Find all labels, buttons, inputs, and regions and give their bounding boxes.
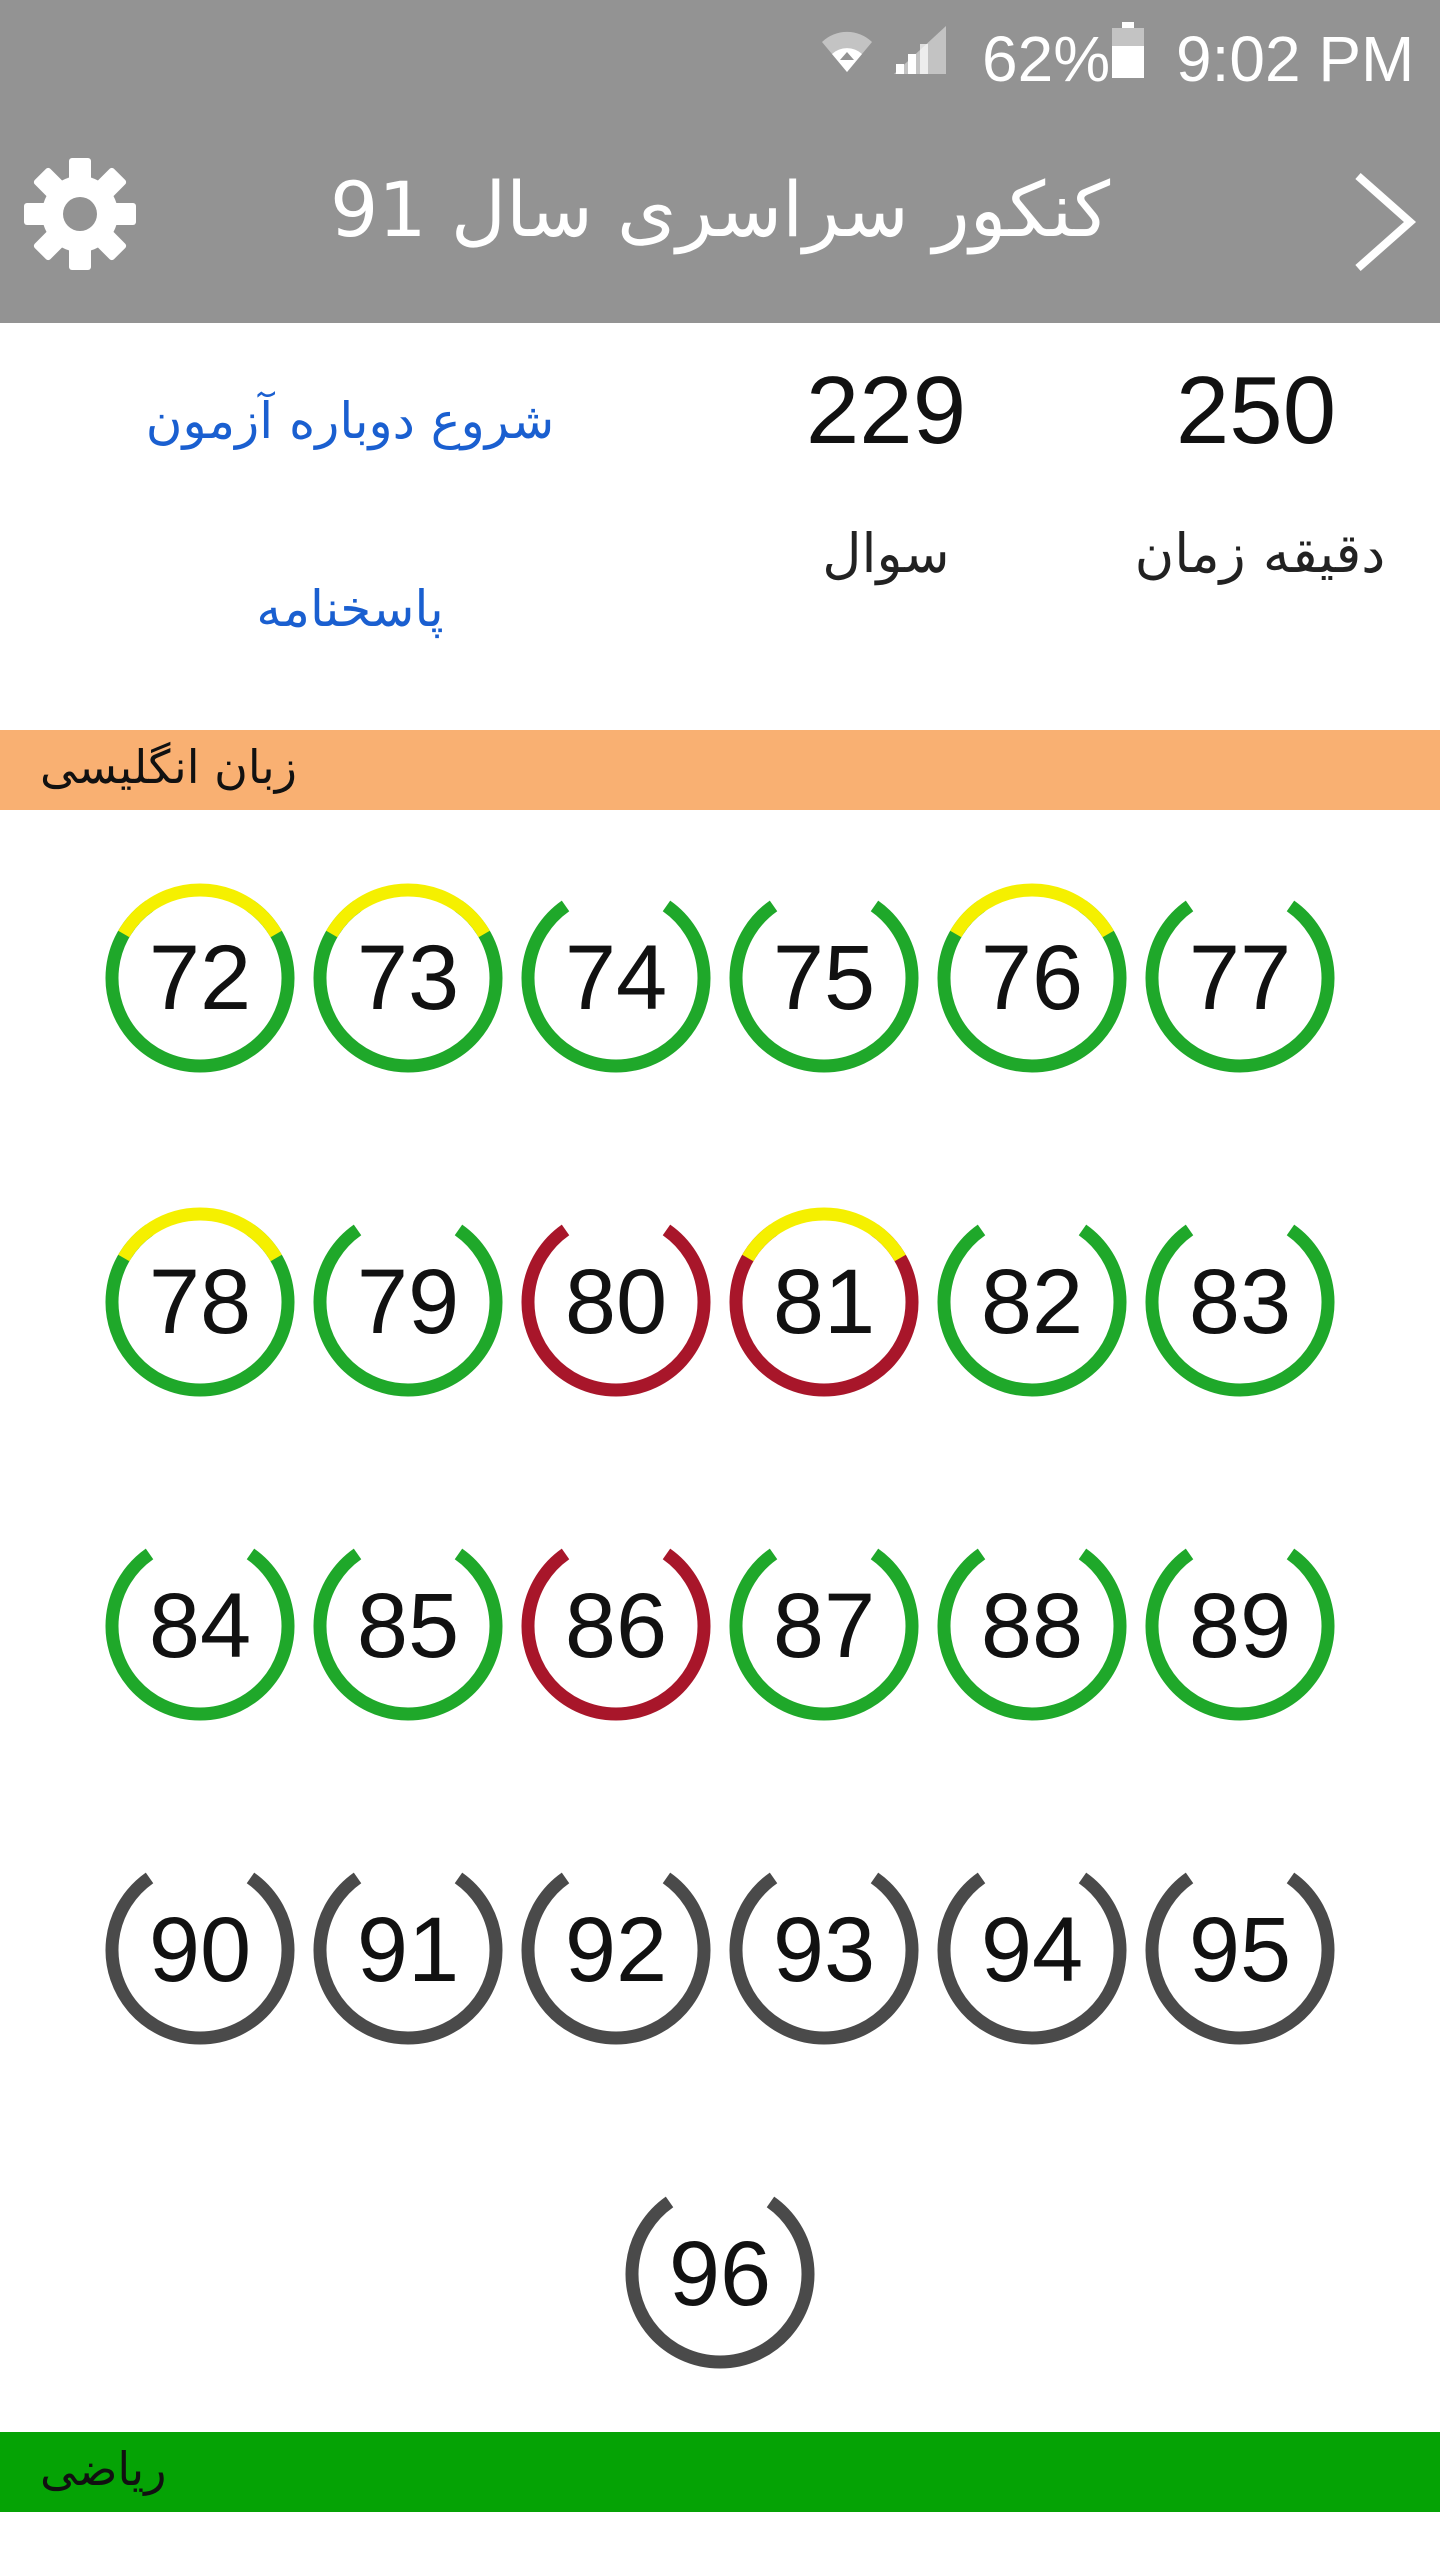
battery-percent: 62% (982, 23, 1111, 95)
question-item[interactable] (518, 1852, 714, 2048)
question-number: 81 (772, 1251, 876, 1353)
questions-label: سوال (822, 522, 950, 585)
question-number: 77 (1188, 927, 1292, 1029)
question-item[interactable] (726, 1852, 922, 2048)
question-item[interactable] (622, 2176, 818, 2372)
question-number: 74 (564, 927, 668, 1029)
section-title: ریاضی (40, 2442, 167, 2496)
question-item[interactable] (1142, 1528, 1338, 1724)
question-number: 79 (356, 1251, 460, 1353)
question-number: 76 (980, 927, 1084, 1029)
question-item[interactable] (102, 880, 298, 1076)
restart-exam-link[interactable]: شروع دوباره آزمون (145, 392, 555, 450)
question-item[interactable] (934, 1852, 1130, 2048)
time-value: 250 (1175, 357, 1337, 464)
question-item[interactable] (1142, 1852, 1338, 2048)
question-number: 92 (564, 1899, 668, 2001)
question-number: 93 (772, 1899, 876, 2001)
app-bar (0, 0, 1440, 323)
question-number: 82 (980, 1251, 1084, 1353)
question-item[interactable] (726, 1204, 922, 1400)
section-header-math[interactable] (0, 2432, 1440, 2512)
question-item[interactable] (934, 1204, 1130, 1400)
question-item[interactable] (518, 1528, 714, 1724)
question-item[interactable] (102, 1204, 298, 1400)
section-header-english (0, 730, 1440, 810)
question-item[interactable] (310, 1852, 506, 2048)
question-number: 94 (980, 1899, 1084, 2001)
time-label: دقیقه زمان (1134, 522, 1386, 585)
section-title: زبان انگلیسی (40, 740, 297, 794)
question-number: 80 (564, 1251, 668, 1353)
question-item[interactable] (1142, 880, 1338, 1076)
question-number: 91 (356, 1899, 460, 2001)
question-number: 87 (772, 1575, 876, 1677)
signal-icon (892, 24, 948, 76)
question-item[interactable] (934, 880, 1130, 1076)
question-item[interactable] (726, 880, 922, 1076)
page-title: کنکور سراسری سال 91 (329, 165, 1111, 254)
question-number: 95 (1188, 1899, 1292, 2001)
question-item[interactable] (518, 1204, 714, 1400)
question-item[interactable] (934, 1528, 1130, 1724)
chevron-right-icon[interactable] (1350, 170, 1420, 274)
wifi-icon (818, 20, 876, 78)
question-number: 75 (772, 927, 876, 1029)
question-item[interactable] (310, 880, 506, 1076)
question-item[interactable] (102, 1852, 298, 2048)
question-number: 90 (148, 1899, 252, 2001)
question-item[interactable] (726, 1528, 922, 1724)
question-number: 88 (980, 1575, 1084, 1677)
question-item[interactable] (310, 1204, 506, 1400)
question-number: 72 (148, 927, 252, 1029)
questions-value: 229 (805, 357, 967, 464)
question-item[interactable] (518, 880, 714, 1076)
question-number: 96 (668, 2223, 772, 2325)
question-item[interactable] (102, 1528, 298, 1724)
answer-sheet-link[interactable]: پاسخنامه (256, 580, 444, 638)
question-number: 85 (356, 1575, 460, 1677)
clock: 9:02 PM (1176, 23, 1415, 95)
question-number: 78 (148, 1251, 252, 1353)
question-number: 86 (564, 1575, 668, 1677)
question-item[interactable] (1142, 1204, 1338, 1400)
question-number: 84 (148, 1575, 252, 1677)
question-number: 89 (1188, 1575, 1292, 1677)
question-number: 73 (356, 927, 460, 1029)
status-bar (0, 0, 1440, 110)
battery-icon (1110, 20, 1146, 80)
question-item[interactable] (310, 1528, 506, 1724)
question-number: 83 (1188, 1251, 1292, 1353)
